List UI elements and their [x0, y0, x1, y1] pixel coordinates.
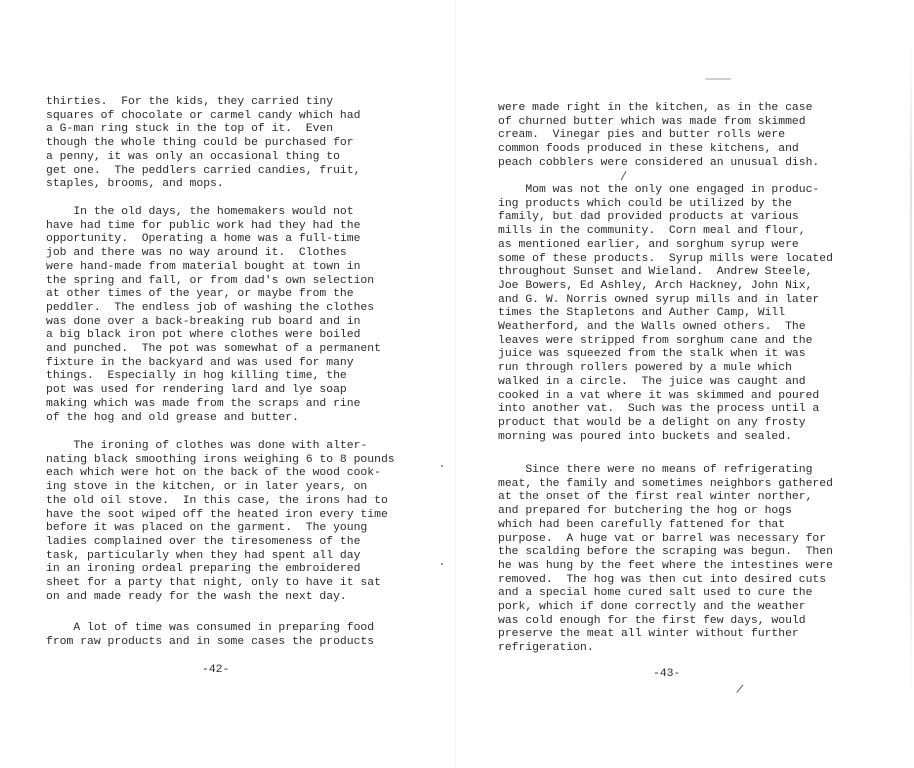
text-line: ing stove in the kitchen, or in later years, on [46, 481, 368, 494]
text-line: juice was squeezed from the stalk when it was [498, 348, 806, 361]
text-line: ladies complained over the tiresomeness of the [46, 535, 361, 548]
right-paragraph-1 [498, 102, 898, 171]
text-line: squares of chocolate or carmel candy which had [46, 109, 361, 122]
text-line: of the hog and old grease and butter. [46, 411, 299, 424]
text-line: walked in a circle. The juice was caught and [498, 375, 806, 388]
text-line: and a special home cured salt used to cure the [498, 587, 813, 600]
text-line: nating black smoothing irons weighing 6 to 8 pounds [46, 453, 395, 466]
scan-smudge [705, 78, 731, 80]
text-line: cream. Vinegar pies and butter rolls were [498, 129, 786, 142]
text-line: A lot of time was consumed in preparing food [46, 622, 375, 634]
right-paragraph-2 [498, 184, 898, 444]
text-line: common foods produced in these kitchens, and [498, 143, 799, 156]
text-line: removed. The hog was then cut into desired cuts [498, 573, 827, 586]
left-paragraph-2 [46, 206, 426, 425]
text-line: purpose. A huge vat or barrel was necessary for [498, 532, 827, 545]
text-line: a G-man ring stuck in the top of it. Even [46, 123, 334, 136]
page-edge-shadow [910, 40, 912, 700]
text-line: was done over a back-breaking rub board and in [46, 315, 361, 328]
text-line: refrigeration. [498, 642, 594, 655]
text-line: Weatherford, and the Walls owned others. The [498, 321, 806, 334]
scan-speck [441, 465, 443, 467]
text-line: opportunity. Operating a home was a full-time [46, 233, 361, 246]
text-line: fixture in the backyard and was used for many [46, 356, 354, 369]
pencil-mark: / [734, 682, 745, 698]
page-number-left: -42- [202, 664, 230, 676]
text-line: the scalding before the scraping was begun. Then [498, 546, 833, 559]
text-line: cooked in a vat where it was skimmed and poured [498, 389, 820, 402]
text-line: leaves were stripped from sorghum cane and the [498, 334, 813, 347]
text-line: a penny, it was only an occasional thing to [46, 150, 340, 163]
left-paragraph-1 [46, 96, 426, 192]
text-line: throughout Sunset and Wieland. Andrew Steele, [498, 266, 813, 279]
text-line: mills in the community. Corn meal and flour, [498, 225, 806, 238]
text-line: and punched. The pot was somewhat of a permanent [46, 343, 381, 356]
text-line: In the old days, the homemakers would not [46, 206, 354, 218]
pencil-mark: / [620, 170, 628, 184]
text-line: the old oil stove. In this case, the irons had to [46, 494, 388, 507]
text-line: peach cobblers were considered an unusual dish. [498, 156, 820, 169]
text-line: ing products which could be utilized by the [498, 197, 792, 210]
right-paragraph-3 [498, 464, 898, 656]
text-line: product that would be a delight on any frosty [498, 416, 806, 429]
text-line: the spring and fall, or from dad's own selection [46, 274, 375, 287]
text-line: times the Stapletons and Auther Camp, Will [498, 307, 786, 320]
left-paragraph-3 [46, 440, 426, 604]
text-line: some of these products. Syrup mills were located [498, 252, 833, 265]
page-number-right: -43- [653, 668, 681, 680]
text-line: making which was made from the scraps and rine [46, 397, 361, 410]
text-line: were hand-made from material bought at town in [46, 260, 361, 273]
text-line: was cold enough for the first few days, would [498, 614, 806, 627]
text-line: were made right in the kitchen, as in the case [498, 102, 813, 114]
left-page [0, 0, 455, 768]
text-line: at the onset of the first real winter norther, [498, 491, 813, 504]
text-line: a big black iron pot where clothes were boiled [46, 329, 361, 342]
text-line: job and there was no way around it. Clothes [46, 247, 347, 260]
text-line: morning was poured into buckets and sealed. [498, 430, 792, 443]
text-line: The ironing of clothes was done with alter- [46, 440, 368, 452]
text-line: and prepared for butchering the hog or hogs [498, 505, 792, 518]
text-line: thirties. For the kids, they carried tiny [46, 96, 334, 108]
text-line: have the soot wiped off the heated iron every time [46, 508, 388, 521]
text-line: he was hung by the feet where the intestines were [498, 559, 833, 572]
text-line: before it was placed on the garment. The young [46, 522, 368, 535]
text-line: pot was used for rendering lard and lye soap [46, 384, 347, 397]
text-line: as mentioned earlier, and sorghum syrup were [498, 238, 799, 251]
scan-speck [441, 563, 443, 565]
text-line: family, but dad provided products at various [498, 211, 799, 224]
text-line: Joe Bowers, Ed Ashley, Arch Hackney, John Nix, [498, 279, 813, 292]
text-line: meat, the family and sometimes neighbors gathered [498, 477, 833, 490]
text-line: sheet for a party that night, only to have it sat [46, 577, 381, 590]
text-line: get one. The peddlers carried candies, fruit, [46, 164, 361, 177]
text-line: in an ironing ordeal preparing the embroidered [46, 563, 361, 576]
text-line: preserve the meat all winter without further [498, 628, 799, 641]
text-line: at other times of the year, or maybe from the [46, 288, 354, 301]
text-line: peddler. The endless job of washing the clothes [46, 301, 375, 314]
text-line: from raw products and in some cases the products [46, 635, 375, 648]
text-line: task, particularly when they had spent all day [46, 549, 361, 562]
text-line: though the whole thing could be purchased for [46, 137, 354, 150]
right-page [455, 0, 914, 768]
text-line: and G. W. Norris owned syrup mills and in later [498, 293, 820, 306]
text-line: on and made ready for the wash the next day. [46, 590, 347, 603]
left-paragraph-4 [46, 622, 426, 649]
text-line: things. Especially in hog killing time, the [46, 370, 347, 383]
text-line: have had time for public work had they had the [46, 219, 361, 232]
text-line: pork, which if done correctly and the weather [498, 601, 806, 614]
text-line: each which were hot on the back of the wood cook- [46, 467, 381, 480]
text-line: staples, brooms, and mops. [46, 178, 224, 191]
text-line: Since there were no means of refrigerating [498, 464, 813, 476]
text-line: Mom was not the only one engaged in produc- [498, 184, 820, 196]
text-line: into another vat. Such was the process until a [498, 403, 820, 416]
text-line: of churned butter which was made from skimmed [498, 115, 806, 128]
text-line: which had been carefully fattened for that [498, 518, 786, 531]
text-line: run through rollers powered by a mule which [498, 362, 792, 375]
